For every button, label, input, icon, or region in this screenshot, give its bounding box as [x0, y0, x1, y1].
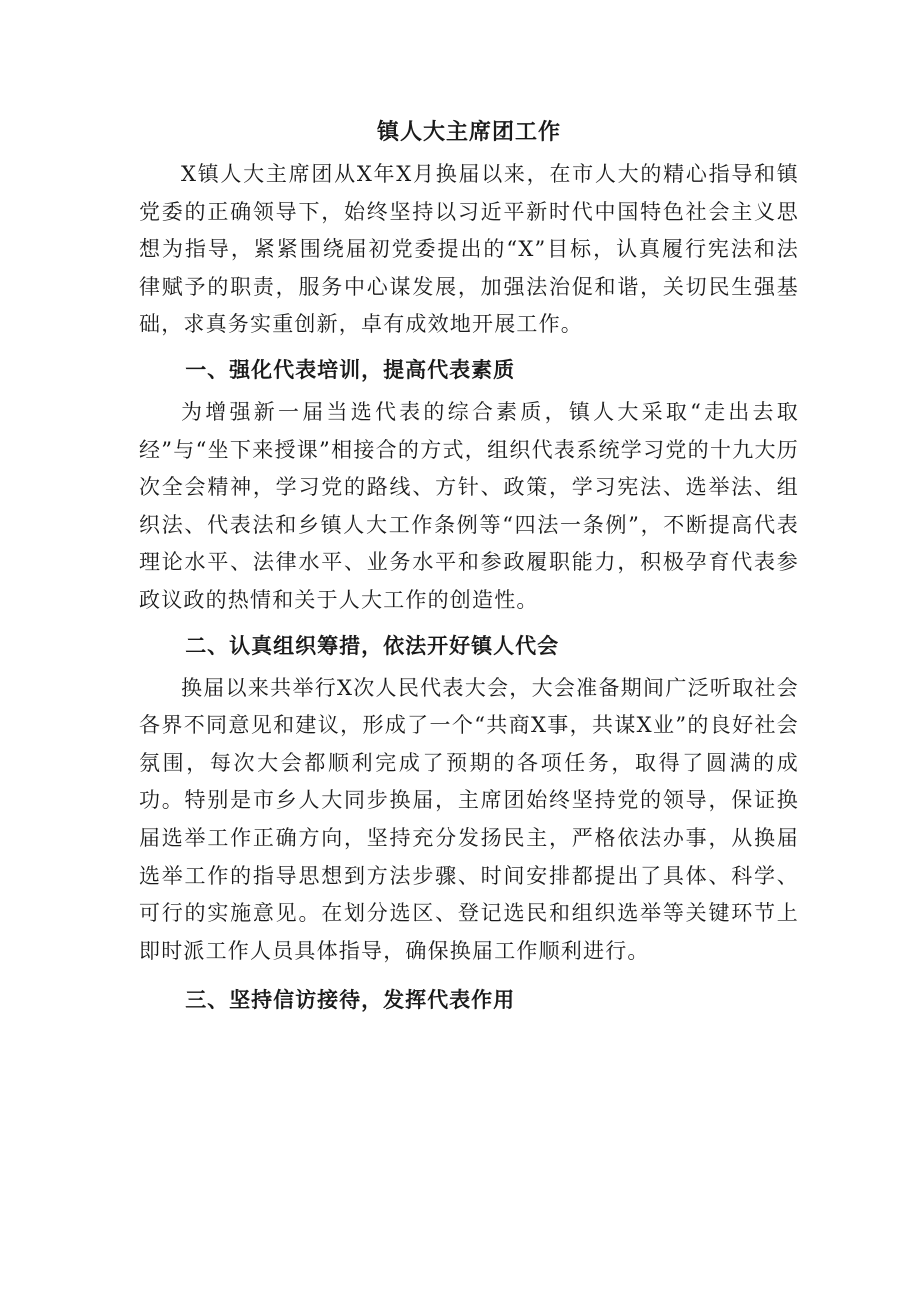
intro-paragraph: X镇人大主席团从X年X月换届以来，在市人大的精心指导和镇党委的正确领导下，始终坚持以习近平新时代中国特色社会主义思想为指导，紧紧围绕届初党委提出的“X”目标，认真履行宪法和法律赋予的职责，服务中心谋发展，加强法治促和谐，关切民生强基础，求真务实重创新，卓有成效地开展工作。 — [139, 162, 799, 337]
section-1-heading: 一、强化代表培训，提高代表素质 — [185, 357, 516, 382]
section-1-body: 为增强新一届当选代表的综合素质，镇人大采取“走出去取经”与“坐下来授课”相接合的方式，组织代表系统学习党的十九大历次全会精神，学习党的路线、方针、政策，学习宪法、选举法、组织法、代表法和乡镇人大工作条例等“四法一条例”，不断提高代表理论水平、法律水平、业务水平和参政履职能力，积极孕育代表参政议政的热情和关于人大工作的创造性。 — [139, 399, 799, 612]
section-3-heading: 三、坚持信访接待，发挥代表作用 — [185, 988, 516, 1013]
document-body — [139, 112, 799, 1024]
document-title: 镇人大主席团工作 — [376, 120, 561, 145]
section-2-heading: 二、认真组织筹措，依法开好镇人代会 — [185, 633, 560, 658]
section-2-body: 换届以来共举行X次人民代表大会，大会准备期间广泛听取社会各界不同意见和建议，形成了一个“共商X事，共谋X业”的良好社会氛围，每次大会都顺利完成了预期的各项任务，取得了圆满的成功。特别是市乡人大同步换届，主席团始终坚持党的领导，保证换届选举工作正确方向，坚持充分发扬民主，严格依法办事，从换届选举工作的指导思想到方法步骤、时间安排都提出了具体、科学、可行的实施意见。在划分选区、登记选民和组织选举等关键环节上即时派工作人员具体指导，确保换届工作顺利进行。 — [139, 675, 799, 963]
